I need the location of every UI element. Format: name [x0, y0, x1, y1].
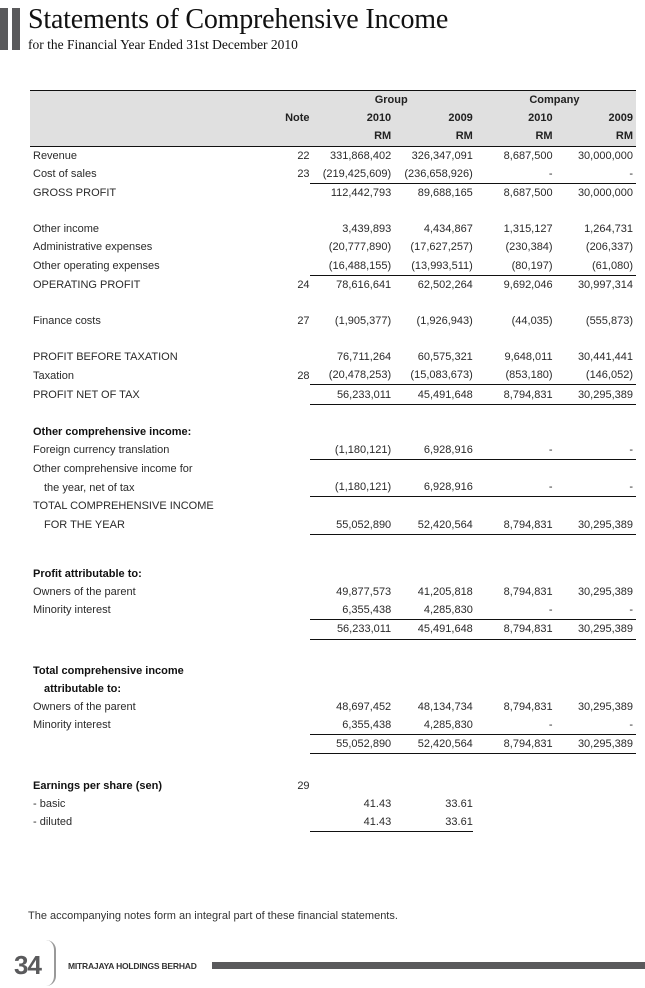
header-row-years	[30, 109, 636, 127]
table-row-revenue: Revenue 22 331,868,402 326,347,091 8,687,500 30,000,000	[33, 149, 633, 162]
table-row-profit-before-tax: PROFIT BEFORE TAXATION 76,711,264 60,575,321 9,648,011 30,441,441	[33, 351, 633, 364]
currency-header: RM	[553, 127, 636, 146]
header-row-currency	[30, 127, 636, 146]
table-row-pat-owners: Owners of the parent 49,877,573 41,205,818 8,794,831 30,295,389	[33, 586, 633, 599]
section-heading-profit-attributable: Profit attributable to:	[33, 567, 142, 580]
spacer-row	[30, 404, 636, 423]
header-accent-bar	[12, 8, 20, 50]
table-row-operating-profit: OPERATING PROFIT 24 78,616,641 62,502,264 9,692,046 30,997,314	[30, 275, 636, 294]
year-header: 2010	[473, 109, 553, 127]
table-row-profit-net-of-tax: PROFIT NET OF TAX 56,233,011 45,491,648 8,794,831 30,295,389	[30, 385, 636, 404]
section-heading-eps: Earnings per share (sen) 29	[33, 779, 310, 792]
table-row-other-income: Other income 3,439,893 4,434,867 1,315,127 1,264,731	[33, 223, 633, 236]
table-row-tci-total: 55,052,890 52,420,564 8,794,831 30,295,389	[30, 735, 636, 754]
company-column-header: Company	[473, 91, 636, 110]
spacer-row	[30, 294, 636, 312]
table-row-fx-translation: Foreign currency translation (1,180,121) 6,928,916 - -	[33, 443, 633, 457]
group-column-header: Group	[310, 91, 473, 110]
spacer-row	[30, 330, 636, 348]
header-accent-bar	[0, 8, 8, 50]
spacer-row	[30, 534, 636, 565]
footer-bar	[212, 962, 645, 969]
year-header: 2010	[310, 109, 392, 127]
section-heading-oci: Other comprehensive income:	[33, 425, 192, 438]
footnote: The accompanying notes form an integral part of these financial statements.	[28, 910, 398, 922]
table-row-total-comprehensive-income: FOR THE YEAR 55,052,890 52,420,564 8,794,831 30,295,389	[30, 516, 636, 535]
note-column-header: Note	[277, 109, 309, 127]
year-header: 2009	[391, 109, 473, 127]
table-row-other-operating-expenses: Other operating expenses (16,488,155) (13,993,511) (80,197) (61,080)	[33, 259, 633, 272]
table-row-pat-total: 56,233,011 45,491,648 8,794,831 30,295,389	[30, 620, 636, 639]
spacer-row	[30, 639, 636, 662]
spacer-row	[30, 202, 636, 220]
currency-header: RM	[473, 127, 553, 146]
table-row-tci-label-line1: TOTAL COMPREHENSIVE INCOME	[30, 497, 636, 516]
page-title: Statements of Comprehensive Income	[28, 4, 449, 35]
currency-header: RM	[310, 127, 392, 146]
table-row-oci-for-year: the year, net of tax (1,180,121) 6,928,916 - -	[44, 481, 633, 494]
header-row-groups	[30, 91, 636, 110]
table-row-finance-costs: Finance costs 27 (1,905,377) (1,926,943) (44,035) (555,873)	[33, 314, 633, 327]
page-number: 34	[14, 950, 41, 980]
table-row-tci-minority: Minority interest 6,355,438 4,285,830 - -	[33, 719, 633, 732]
section-heading-tci-attributable-line1: Total comprehensive income	[33, 664, 184, 677]
year-header: 2009	[553, 109, 636, 127]
table-row-tci-owners: Owners of the parent 48,697,452 48,134,734 8,794,831 30,295,389	[33, 700, 633, 713]
page-number-divider	[46, 940, 56, 986]
table-row-eps-diluted: - diluted 41.43 33.61	[30, 813, 636, 832]
income-statement-table	[30, 90, 636, 832]
section-heading-tci-attributable-line2: attributable to:	[44, 682, 121, 695]
table-row-taxation: Taxation 28 (20,478,253) (15,083,673) (853,180) (146,052)	[33, 369, 633, 382]
table-row-oci-label-line1: Other comprehensive income for	[30, 460, 636, 479]
table-row-pat-minority: Minority interest 6,355,438 4,285,830 - -	[33, 604, 633, 617]
page-subtitle: for the Financial Year Ended 31st December 2010	[28, 37, 298, 52]
table-row-admin-expenses: Administrative expenses (20,777,890) (17,627,257) (230,384) (206,337)	[33, 241, 633, 254]
currency-header: RM	[391, 127, 473, 146]
company-name: MITRAJAYA HOLDINGS BERHAD	[68, 961, 197, 971]
spacer-row	[30, 754, 636, 777]
table-row-gross-profit: GROSS PROFIT 112,442,793 89,688,165 8,687,500 30,000,000	[30, 183, 636, 202]
table-row-cost-of-sales: Cost of sales 23 (219,425,609) (236,658,926) - -	[33, 167, 633, 181]
table-row-eps-basic: - basic 41.43 33.61	[33, 797, 473, 810]
